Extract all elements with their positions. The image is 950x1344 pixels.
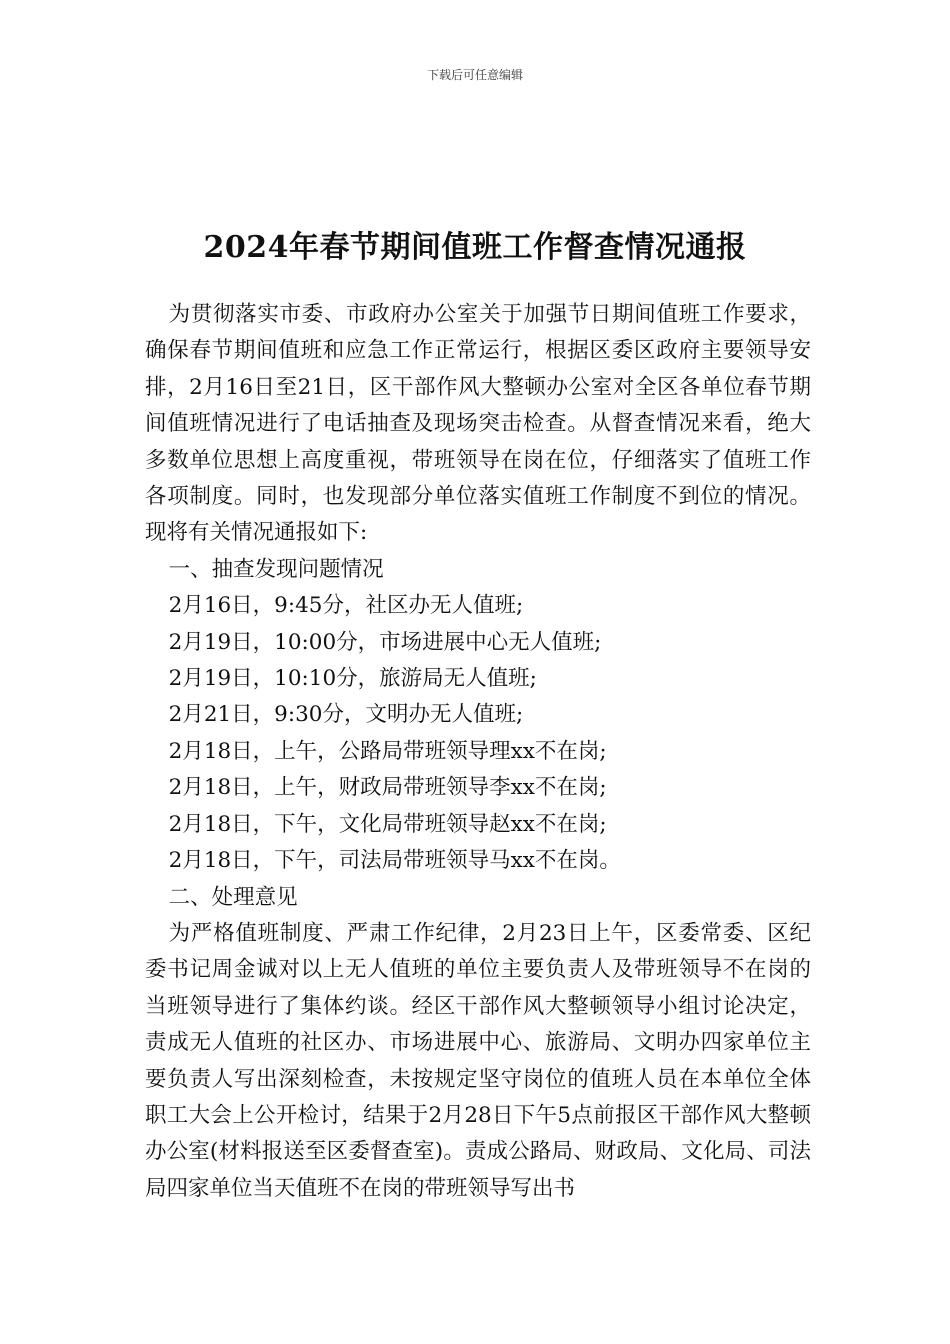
document-body	[145, 297, 811, 1207]
finding-item: 2月19日，10:10分，旅游局无人值班;	[168, 666, 537, 692]
finding-item: 2月16日，9:45分，社区办无人值班;	[168, 593, 524, 619]
section-heading-findings: 一、抽查发现问题情况	[168, 556, 384, 582]
finding-item: 2月18日，上午，财政局带班领导李xx不在岗;	[168, 775, 607, 801]
handling-paragraph: 为严格值班制度、严肃工作纪律，2月23日上午，区委常委、区纪委书记周金诚对以上无人值班的单位主要负责人及带班领导不在岗的当班领导进行了集体约谈。经区干部作风大整顿领导小组讨论决定，责成无人值班的社区办、市场进展中心、旅游局、文明办四家单位主要负责人写出深刻检查，未按规定坚守岗位的值班人员在本单位全体职工大会上公开检讨，结果于2月28日下午5点前报区干部作风大整顿办公室(材料报送至区委督查室)。责成公路局、财政局、文化局、司法局四家单位当天值班不在岗的带班领导写出书	[145, 920, 811, 1201]
finding-item: 2月19日，10:00分，市场进展中心无人值班;	[168, 629, 602, 655]
section-heading-handling: 二、处理意见	[168, 884, 298, 910]
finding-item: 2月21日，9:30分，文明办无人值班;	[168, 702, 524, 728]
header-note: 下载后可任意编辑	[426, 68, 523, 82]
finding-item: 2月18日，上午，公路局带班领导理xx不在岗;	[168, 738, 607, 764]
document-title: 2024年春节期间值班工作督查情况通报	[203, 230, 747, 265]
intro-paragraph: 为贯彻落实市委、市政府办公室关于加强节日期间值班工作要求，确保春节期间值班和应急工作正常运行，根据区委区政府主要领导安排，2月16日至21日，区干部作风大整顿办公室对全区各单位春节期间值班情况进行了电话抽查及现场突击检查。从督查情况来看，绝大多数单位思想上高度重视，带班领导在岗在位，仔细落实了值班工作各项制度。同时，也发现部分单位落实值班工作制度不到位的情况。现将有关情况通报如下:	[145, 302, 811, 546]
finding-item: 2月18日，下午，司法局带班领导马xx不在岗。	[168, 848, 621, 874]
finding-item: 2月18日，下午，文化局带班领导赵xx不在岗;	[168, 811, 607, 837]
